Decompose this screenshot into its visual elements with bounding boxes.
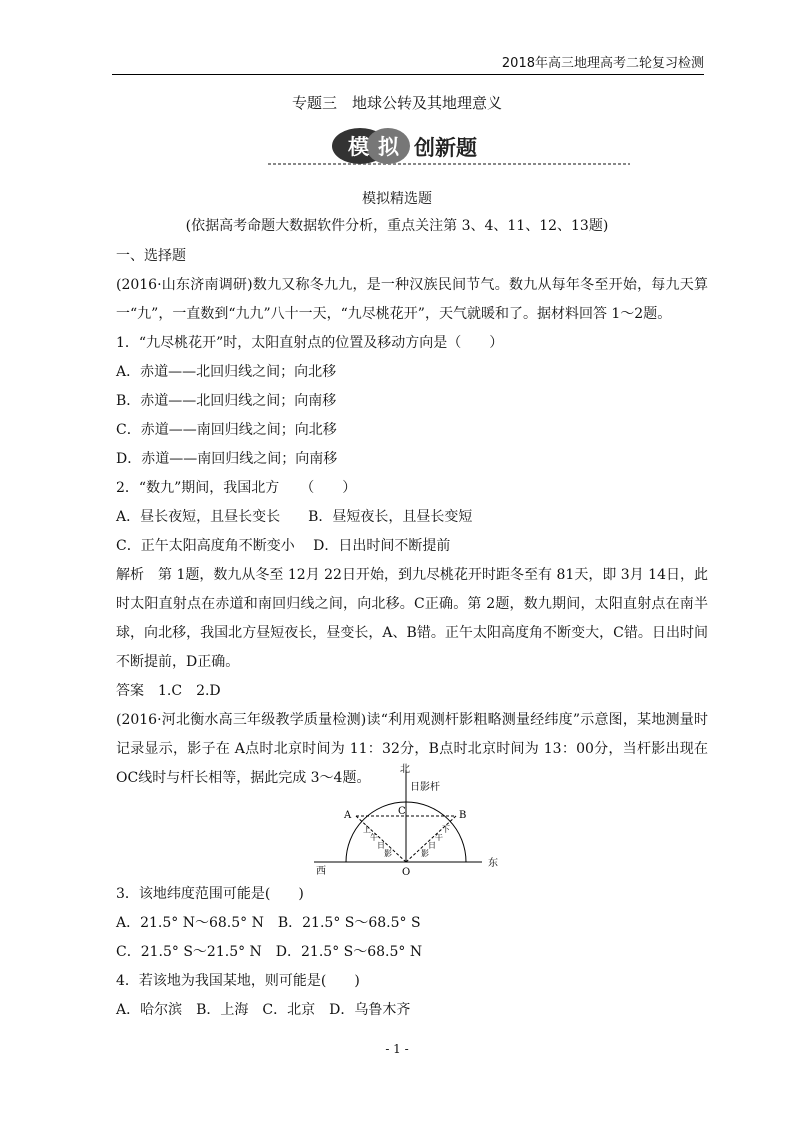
question-2-stem: 2．“数九”期间，我国北方 （ ） [116,480,357,496]
banner-char-2: 拟 [378,134,399,159]
page-header: 2018年高三地理高考二轮复习检测 [501,56,704,71]
right-label-1: 下 [442,825,450,834]
label-b: B [459,810,467,821]
label-o: O [402,867,411,878]
question-1-option-d: D．赤道——南回归线之间；向南移 [116,451,338,467]
question-4-stem: 4．若该地为我国某地，则可能是( ) [116,973,360,989]
right-label-2: 午 [435,833,443,842]
left-label-4: 影 [384,849,392,858]
left-label-1: 上 [363,825,371,834]
question-1-stem: 1．“九尽桃花开”时，太阳直射点的位置及移动方向是（ ） [116,335,504,351]
question-1-option-c: C．赤道——南回归线之间；向北移 [116,422,337,438]
banner-text: 创新题 [414,136,477,160]
left-label-3: 日 [377,841,385,850]
line-ob [406,816,456,862]
right-label-4: 影 [421,849,429,858]
question-3-stem: 3．该地纬度范围可能是( ) [116,886,304,902]
left-label-2: 午 [370,833,378,842]
part-heading: 一、选择题 [116,248,186,264]
label-north: 北 [400,764,410,775]
passage-2: (2016·河北衡水高三年级教学质量检测)读“利用观测杆影粗略测量经纬度”示意图，某地测量时记录显示，影子在 A点时北京时间为 11：32分，B点时北京时间为 13：00分，当杆影出现在 OC线时与杆长相等，据此完成 3～4题。 [116,712,708,786]
header-rule [112,74,704,75]
label-west: 西 [316,866,326,877]
label-a: A [344,810,352,821]
passage-1: (2016·山东济南调研)数九又称冬九九，是一种汉族民间节气。数九从每年冬至开始，每九天算一“九”，一直数到“九九”八十一天，“九尽桃花开”，天气就暖和了。据材料回答 1～2题。 [116,277,708,322]
shadow-diagram [306,760,506,880]
answer: 答案 1.C 2.D [116,683,221,699]
page-number: - 1 - [385,1042,409,1056]
label-pole: 日影杆 [410,782,440,793]
section-note: (依据高考命题大数据软件分析，重点关注第 3、4、11、12、13题) [185,218,609,234]
question-2-options-row-1: A．昼长夜短，且昼长变长 B．昼短夜长，且昼长变短 [116,509,473,525]
label-c: C [398,806,406,817]
questions-block-2 [116,880,708,1025]
question-1-option-b: B．赤道——北回归线之间；向南移 [116,393,337,409]
right-label-3: 日 [428,841,436,850]
analysis: 解析 第 1题，数九从冬至 12月 22日开始，到九尽桃花开时距冬至有 81天，即 3月 14日，此时太阳直射点在赤道和南回归线之间，向北移。C正确。第 2题，数九期间，太阳直射点在南半球，向北移，我国北方昼短夜长，昼变长，A、B错。正午太阳高度角不断变大，C错。日出时间不断提前，D正确。 [116,567,708,670]
question-3-options-row-1: A．21.5° N～68.5° N B．21.5° S～68.5° S [116,915,421,931]
question-1-option-a: A．赤道——北回归线之间；向北移 [116,364,337,380]
question-3-options-row-2: C．21.5° S～21.5° N D．21.5° S～68.5° N [116,944,423,960]
banner-char-1: 模 [348,134,369,159]
questions-block-1 [116,242,708,793]
label-east: 东 [488,858,498,869]
line-oa [356,816,406,862]
question-2-options-row-2: C．正午太阳高度角不断变小 D．日出时间不断提前 [116,538,451,554]
topic-title: 专题三 地球公转及其地理意义 [291,94,502,112]
section-banner [268,124,630,168]
section-title: 模拟精选题 [362,191,432,207]
question-4-options-row-1: A．哈尔滨 B．上海 C．北京 D．乌鲁木齐 [116,1002,411,1018]
